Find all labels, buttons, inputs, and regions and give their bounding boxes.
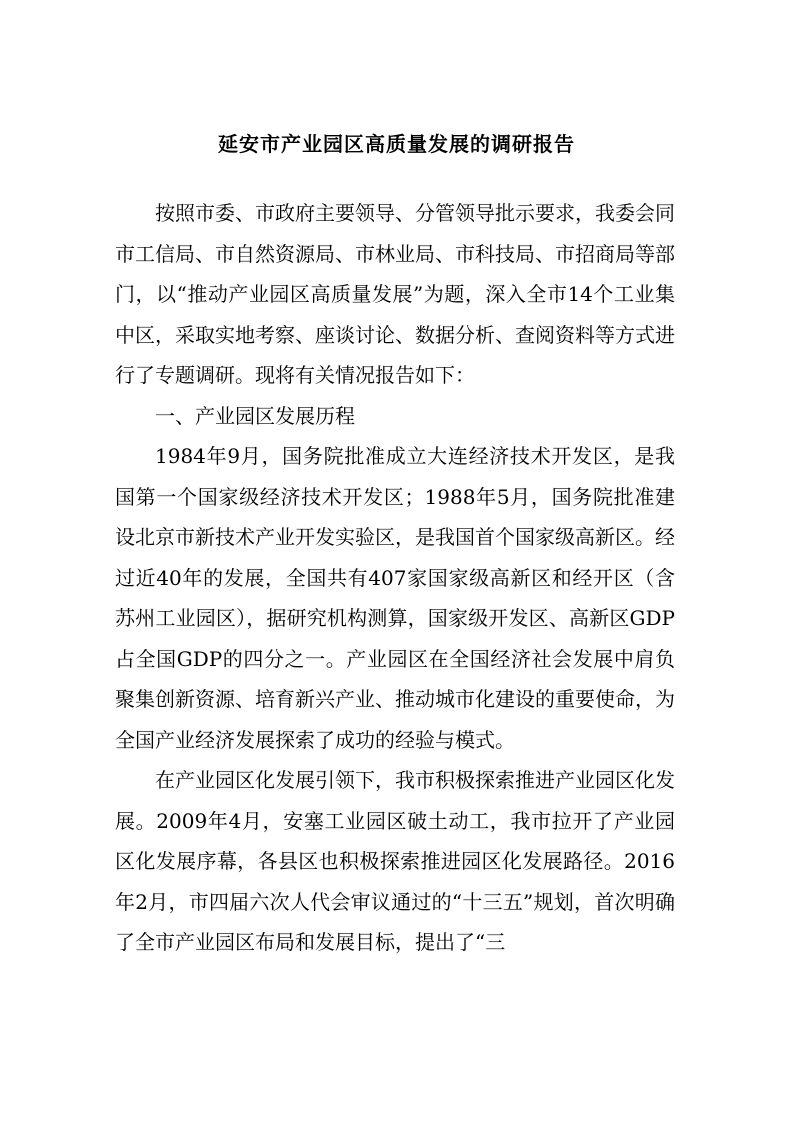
intro-paragraph: 按照市委、市政府主要领导、分管领导批示要求，我委会同市工信局、市自然资源局、市林业局、市科技局、市招商局等部门，以“推动产业园区高质量发展”为题，深入全市14个工业集中区，采取实地考察、座谈讨论、数据分析、查阅资料等方式进行了专题调研。现将有关情况报告如下： [115,201,675,387]
local-development-paragraph: 在产业园区化发展引领下，我市积极探索推进产业园区化发展。2009年4月，安塞工业园区破土动工，我市拉开了产业园区化发展序幕，各县区也积极探索推进园区化发展路径。2016年2月，市四届六次人代会审议通过的“十三五”规划，首次明确了全市产业园区布局和发展目标，提出了“三 [115,768,675,954]
document-body [115,193,675,963]
section-heading: 一、产业园区发展历程 [155,403,355,428]
history-paragraph: 1984年9月，国务院批准成立大连经济技术开发区，是我国第一个国家级经济技术开发区；1988年5月，国务院批准建设北京市新技术产业开发实验区，是我国首个国家级高新区。经过近40年的发展，全国共有407家国家级高新区和经开区（含苏州工业园区），据研究机构测算，国家级开发区、高新区GDP占全国GDP的四分之一。产业园区在全国经济社会发展中肩负聚集创新资源、培育新兴产业、推动城市化建设的重要使命，为全国产业经济发展探索了成功的经验与模式。 [115,444,675,752]
document-title: 延安市产业园区高质量发展的调研报告 [218,132,575,156]
